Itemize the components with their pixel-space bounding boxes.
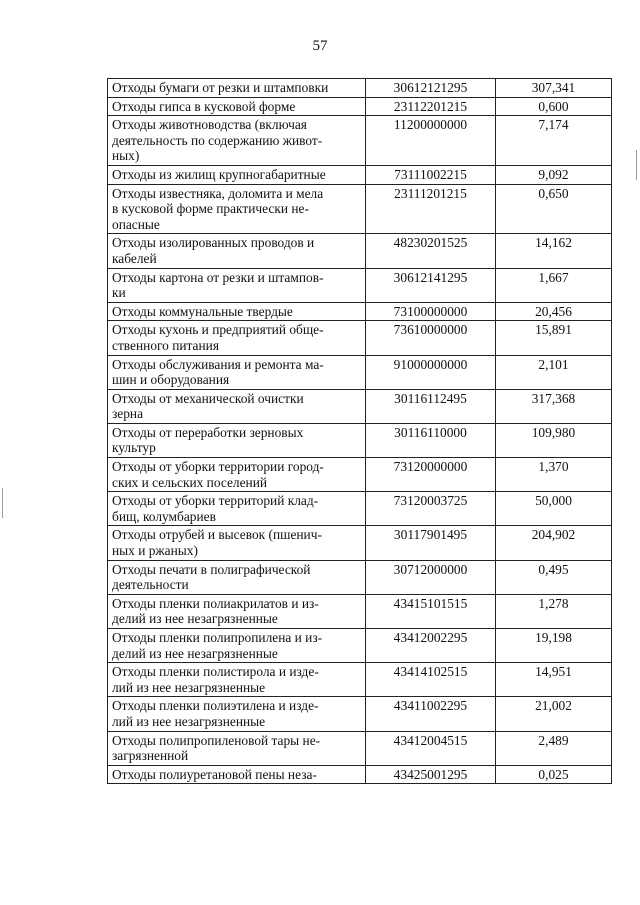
waste-quantity-cell: 0,600 [496, 97, 612, 116]
waste-name-cell: Отходы обслуживания и ремонта ма- шин и оборудования [108, 355, 366, 389]
waste-name-cell: Отходы отрубей и высевок (пшенич- ных и ржаных) [108, 526, 366, 560]
table-row [108, 268, 612, 302]
waste-quantity-cell: 1,278 [496, 594, 612, 628]
table-row [108, 355, 612, 389]
waste-code-cell: 43411002295 [366, 697, 496, 731]
waste-code-cell: 30612141295 [366, 268, 496, 302]
table-row [108, 765, 612, 784]
waste-code-cell: 43412002295 [366, 629, 496, 663]
table-row [108, 526, 612, 560]
table-row [108, 184, 612, 234]
table-row [108, 594, 612, 628]
waste-name-cell: Отходы изолированных проводов и кабелей [108, 234, 366, 268]
waste-name-cell: Отходы картона от резки и штампов- ки [108, 268, 366, 302]
waste-name-cell: Отходы от уборки территорий клад- бищ, колумбариев [108, 492, 366, 526]
waste-quantity-cell: 14,951 [496, 663, 612, 697]
waste-code-cell: 73111002215 [366, 165, 496, 184]
waste-code-cell: 23112201215 [366, 97, 496, 116]
waste-code-cell: 30712000000 [366, 560, 496, 594]
table-row [108, 560, 612, 594]
waste-code-cell: 30116110000 [366, 423, 496, 457]
scan-edge-mark-left [2, 488, 3, 518]
waste-name-cell: Отходы от уборки территории город- ских и сельских поселений [108, 458, 366, 492]
waste-code-cell: 43414102515 [366, 663, 496, 697]
waste-name-cell: Отходы коммунальные твердые [108, 302, 366, 321]
table-row [108, 389, 612, 423]
waste-name-cell: Отходы бумаги от резки и штамповки [108, 79, 366, 98]
table-row [108, 423, 612, 457]
table-row [108, 234, 612, 268]
waste-name-cell: Отходы пленки полипропилена и из- делий из нее незагрязненные [108, 629, 366, 663]
table-row [108, 731, 612, 765]
waste-name-cell: Отходы животноводства (включая деятельность по содержанию живот- ных) [108, 116, 366, 166]
table-row [108, 165, 612, 184]
waste-quantity-cell: 50,000 [496, 492, 612, 526]
page-number: 57 [312, 38, 328, 54]
waste-name-cell: Отходы пленки полиэтилена и изде- лий из нее незагрязненные [108, 697, 366, 731]
waste-quantity-cell: 19,198 [496, 629, 612, 663]
waste-name-cell: Отходы пленки полиакрилатов и из- делий из нее незагрязненные [108, 594, 366, 628]
waste-name-cell: Отходы из жилищ крупногабаритные [108, 165, 366, 184]
waste-quantity-cell: 2,489 [496, 731, 612, 765]
waste-quantity-cell: 14,162 [496, 234, 612, 268]
scan-edge-mark-right [636, 150, 637, 180]
waste-quantity-cell: 15,891 [496, 321, 612, 355]
waste-name-cell: Отходы известняка, доломита и мела в кусковой форме практически не- опасные [108, 184, 366, 234]
waste-quantity-cell: 9,092 [496, 165, 612, 184]
waste-code-cell: 43425001295 [366, 765, 496, 784]
waste-name-cell: Отходы от переработки зерновых культур [108, 423, 366, 457]
table-row [108, 79, 612, 98]
table-row [108, 321, 612, 355]
waste-table [107, 78, 612, 784]
waste-code-cell: 23111201215 [366, 184, 496, 234]
waste-quantity-cell: 204,902 [496, 526, 612, 560]
table-row [108, 697, 612, 731]
waste-code-cell: 91000000000 [366, 355, 496, 389]
waste-code-cell: 73100000000 [366, 302, 496, 321]
waste-quantity-cell: 1,370 [496, 458, 612, 492]
waste-quantity-cell: 20,456 [496, 302, 612, 321]
table-body [108, 79, 612, 784]
waste-code-cell: 73610000000 [366, 321, 496, 355]
table-row [108, 458, 612, 492]
waste-name-cell: Отходы от механической очистки зерна [108, 389, 366, 423]
waste-code-cell: 30116112495 [366, 389, 496, 423]
waste-code-cell: 43415101515 [366, 594, 496, 628]
waste-code-cell: 30612121295 [366, 79, 496, 98]
waste-quantity-cell: 109,980 [496, 423, 612, 457]
waste-quantity-cell: 7,174 [496, 116, 612, 166]
table-row [108, 302, 612, 321]
waste-quantity-cell: 0,495 [496, 560, 612, 594]
waste-name-cell: Отходы полипропиленовой тары не- загрязненной [108, 731, 366, 765]
waste-name-cell: Отходы пленки полистирола и изде- лий из нее незагрязненные [108, 663, 366, 697]
waste-code-cell: 30117901495 [366, 526, 496, 560]
table-row [108, 629, 612, 663]
waste-code-cell: 11200000000 [366, 116, 496, 166]
waste-quantity-cell: 317,368 [496, 389, 612, 423]
waste-quantity-cell: 1,667 [496, 268, 612, 302]
waste-code-cell: 73120000000 [366, 458, 496, 492]
waste-code-cell: 48230201525 [366, 234, 496, 268]
waste-name-cell: Отходы полиуретановой пены неза- [108, 765, 366, 784]
table-row [108, 492, 612, 526]
waste-quantity-cell: 21,002 [496, 697, 612, 731]
waste-code-cell: 43412004515 [366, 731, 496, 765]
waste-name-cell: Отходы гипса в кусковой форме [108, 97, 366, 116]
waste-name-cell: Отходы печати в полиграфической деятельности [108, 560, 366, 594]
waste-quantity-cell: 2,101 [496, 355, 612, 389]
table-row [108, 663, 612, 697]
waste-code-cell: 73120003725 [366, 492, 496, 526]
waste-quantity-cell: 307,341 [496, 79, 612, 98]
waste-quantity-cell: 0,025 [496, 765, 612, 784]
waste-quantity-cell: 0,650 [496, 184, 612, 234]
table-row [108, 97, 612, 116]
waste-name-cell: Отходы кухонь и предприятий обще- ственного питания [108, 321, 366, 355]
table-row [108, 116, 612, 166]
